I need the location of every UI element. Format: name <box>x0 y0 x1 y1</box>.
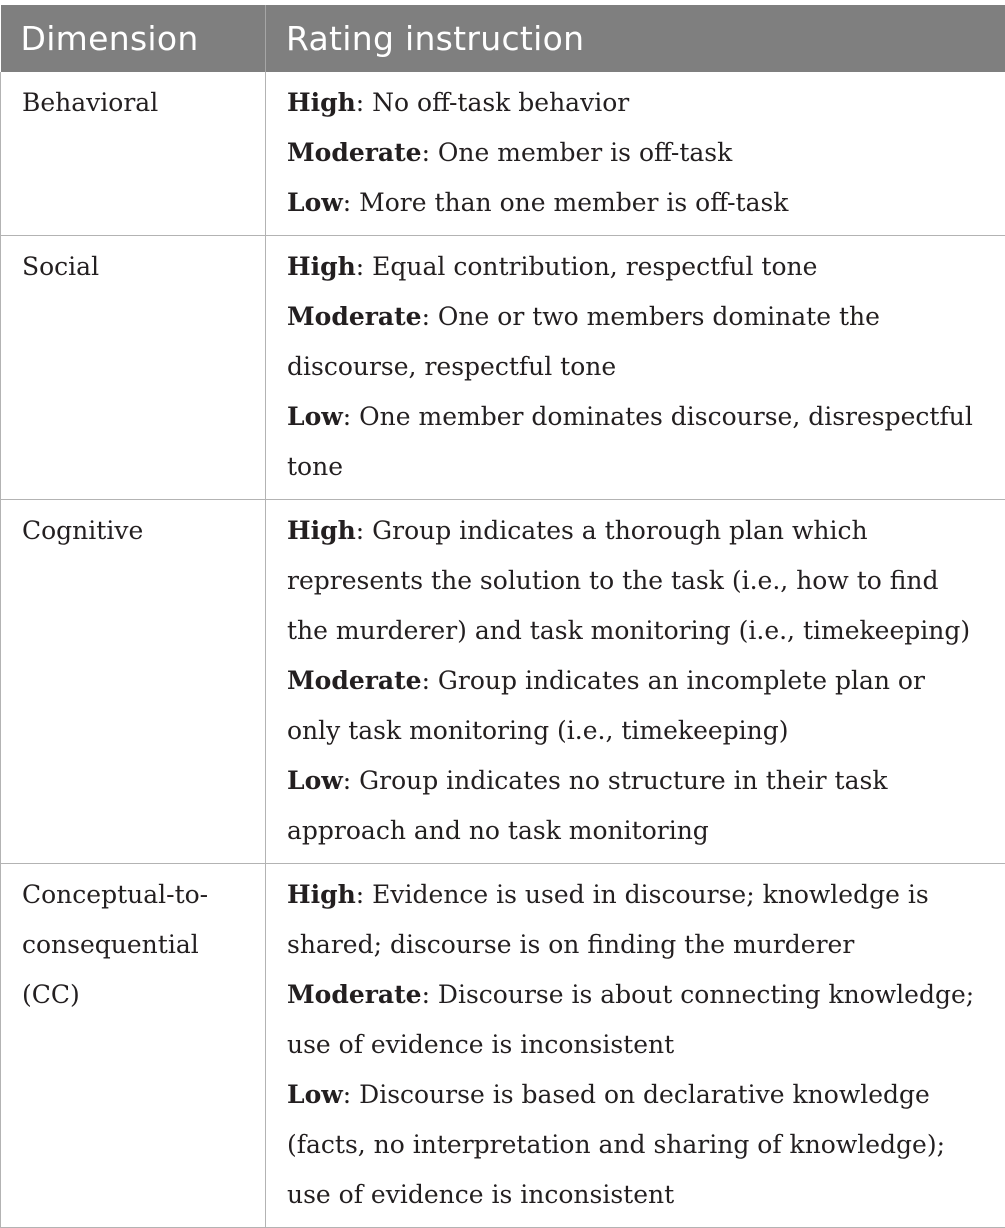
level-label: Low <box>287 766 343 795</box>
dimension-label: Conceptual-to- <box>22 870 245 920</box>
rating-high <box>287 78 985 128</box>
dimension-cell <box>1 72 266 236</box>
level-label: High <box>287 88 356 117</box>
instruction-cell <box>266 500 1005 864</box>
dimension-cell <box>1 500 266 864</box>
rating-text: : Group indicates an incomplete plan or only task monitoring (i.e., timekeeping) <box>287 666 925 745</box>
rating-text: : More than one member is off-task <box>343 188 789 217</box>
dimension-cell <box>1 864 266 1228</box>
level-label: High <box>287 880 356 909</box>
header-dimension: Dimension <box>1 5 266 72</box>
level-label: Low <box>287 1080 343 1109</box>
header-row <box>1 5 1005 72</box>
dimension-label: Behavioral <box>22 78 245 128</box>
rating-moderate <box>287 128 985 178</box>
instruction-cell <box>266 72 1005 236</box>
instruction-cell <box>266 864 1005 1228</box>
rating-text: : One member dominates discourse, disrespectful tone <box>287 402 973 481</box>
rating-moderate <box>287 292 985 392</box>
rating-text: : Group indicates a thorough plan which represents the solution to the task (i.e., how to find the murderer) and task monitoring (i.e., timekeeping) <box>287 516 970 645</box>
table-row-cognitive <box>1 500 1005 864</box>
rating-low <box>287 178 985 228</box>
table-row-social <box>1 236 1005 500</box>
level-label: Moderate <box>287 302 422 331</box>
rating-text: : Discourse is based on declarative knowledge (facts, no interpretation and sharing of knowledge); use of evidence is inconsistent <box>287 1080 945 1209</box>
rating-text: : Discourse is about connecting knowledge; use of evidence is inconsistent <box>287 980 974 1059</box>
dimension-label: consequential <box>22 920 245 970</box>
rating-text: : Equal contribution, respectful tone <box>356 252 818 281</box>
dimension-cell <box>1 236 266 500</box>
rating-moderate <box>287 970 985 1070</box>
rating-moderate <box>287 656 985 756</box>
level-label: Low <box>287 402 343 431</box>
rating-text: : Group indicates no structure in their task approach and no task monitoring <box>287 766 887 845</box>
rating-low <box>287 392 985 492</box>
dimension-label: Social <box>22 242 245 292</box>
rating-text: : One or two members dominate the discourse, respectful tone <box>287 302 880 381</box>
rating-high <box>287 242 985 292</box>
table-row-conceptual-to-consequential <box>1 864 1005 1228</box>
rating-low <box>287 756 985 856</box>
level-label: High <box>287 516 356 545</box>
rating-text: : Evidence is used in discourse; knowledge is shared; discourse is on finding the murderer <box>287 880 929 959</box>
table-row-behavioral <box>1 72 1005 236</box>
rating-high <box>287 506 985 656</box>
dimension-label: (CC) <box>22 970 245 1020</box>
rating-table <box>0 5 1005 1228</box>
rating-text: : One member is off-task <box>422 138 733 167</box>
level-label: Moderate <box>287 138 422 167</box>
header-rating-instruction: Rating instruction <box>266 5 1005 72</box>
level-label: Moderate <box>287 980 422 1009</box>
level-label: Moderate <box>287 666 422 695</box>
instruction-cell <box>266 236 1005 500</box>
rating-text: : No off-task behavior <box>356 88 629 117</box>
dimension-label: Cognitive <box>22 506 245 556</box>
rating-high <box>287 870 985 970</box>
level-label: High <box>287 252 356 281</box>
rating-low <box>287 1070 985 1220</box>
level-label: Low <box>287 188 343 217</box>
